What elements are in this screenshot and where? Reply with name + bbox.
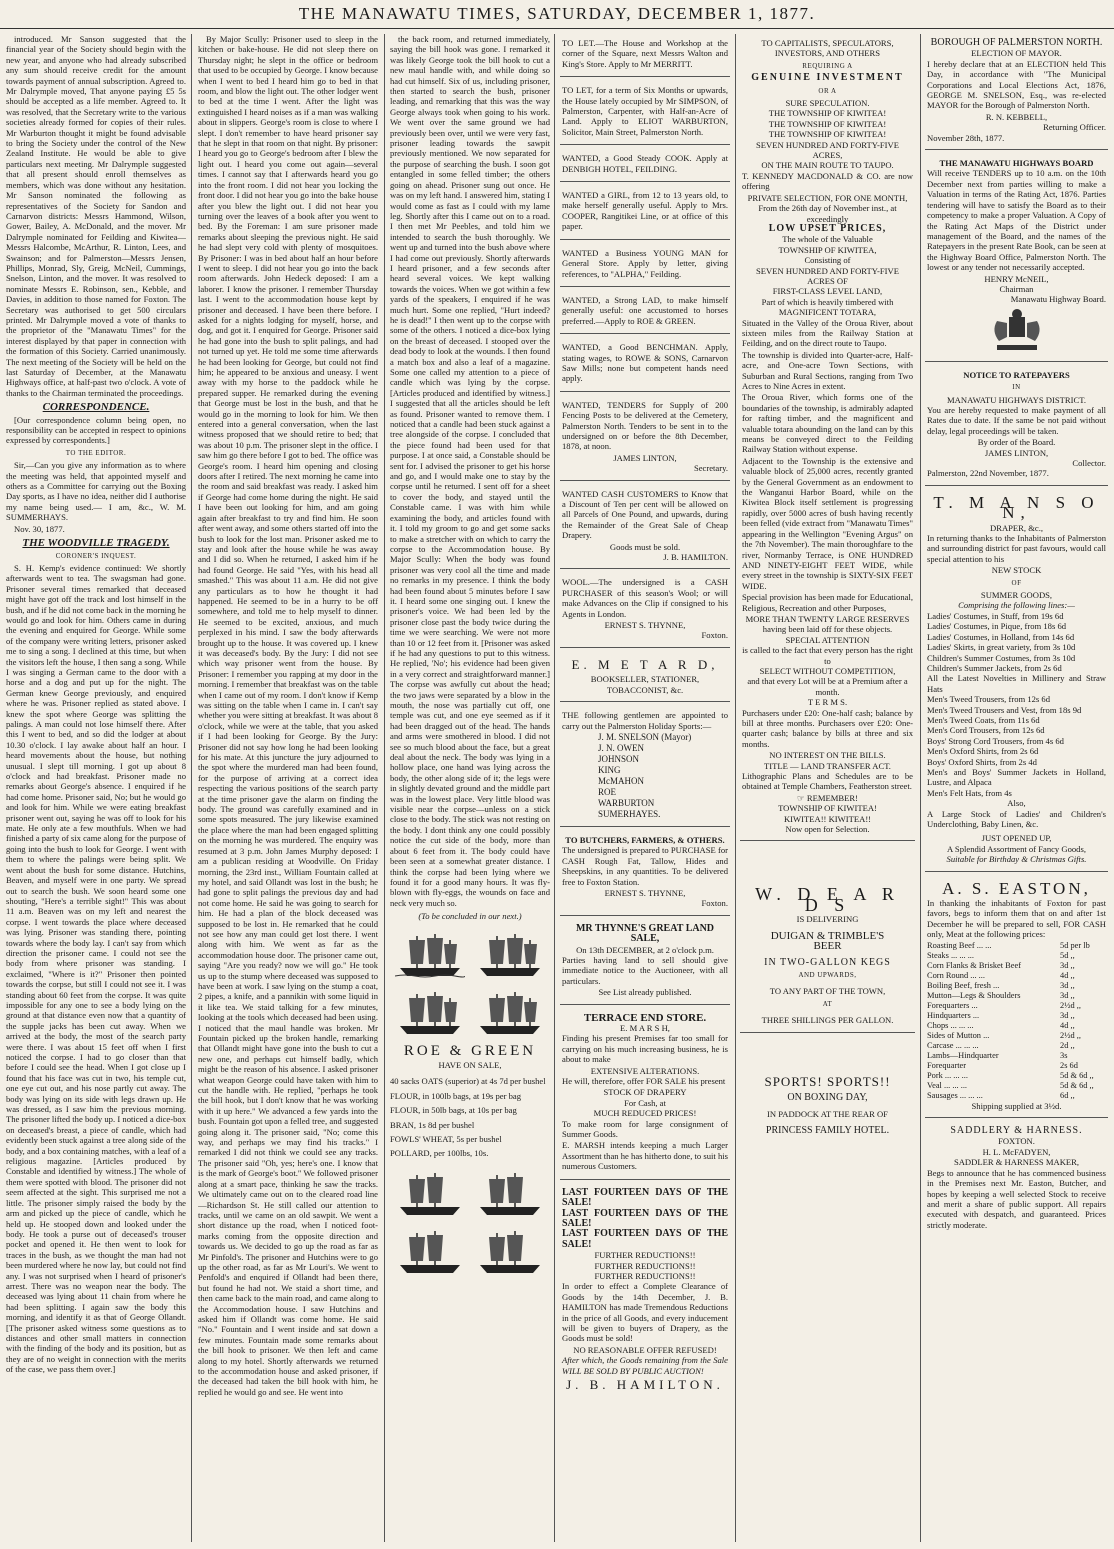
ad-kiwitea — [740, 34, 915, 841]
inquest-text: S. H. Kemp's evidence continued: We shortly afterwards went to tea. The swagsman had gone. Prisoner several times remarked that deceased might have got off the track and lost himself in the bush, and if he did not come back in the morning he would go and look for him. Others came in during the evening and enquired for George. While some of the company were writing letters, prisoner asked me to sing a song. I declined at this time, but when the visitors left the house, I then sang a song. While I was singing a German came to the door with a horse and a dog and put up for the night. The German knew George previously, and enquired where he was. Prisoner replied as stated above. I knew the spot where George was splitting the palings. A man could not lose himself there. After this I went to bed, and so did the lodger at about 10.30 o'clock. I lay awake about half an hour. I heard movements about the house, but nothing unusual. I slept till morning. I got up about 8 o'clock and had breakfast. Prisoner made no remarks about George's absence. I enquired if he had come home. Prisoner said, No; but he would go and look for him. While we were eating breakfast prisoner went out, saying he was off to look for his mate. He only ate a few mouthfuls. When we had finished a party of six came along for the purpose of going into the bush to look for George. I went with them to where the palings were being split. We went about the bush for some distance. Hutchins, Beaven, and myself were in one party. We spread out to search the bush. We soon heard some one shouting, "Here's a terrible sight!" This was about 11 a.m. Beaven was on my left and nearest the corpse. I went towards the place where deceased was lying. Prisoner was standing there, pointing towards where the body lay. I can't say from which direction the prisoner came. I could not see the body from where prisoner was standing. I exclaimed, "Where is it?" Prisoner then pointed towards the corpse, but still I could not see it. I was standing about 60 feet from the corpse. It was quite impossible for any one to see a body lying on the ground at that distance even now that a quantity of the supple jacks has been cut away. When we arrived at the body, the most of the search party were there. I was about 15 feet off when I first noticed the corpse. I had to go closer than that before I could see the head. When I got close up I found that his face was cut in two, his temple cut, one eye cut out, and his nose partly cut away. The body was lying on its side with legs drawn up. He was dressed, as I saw him the previous morning. The prisoner lifted the body up. I noticed a dice-box on deceased's breast, a piece of candle, which had evidently been stuck against a tree along side of the body, and a box containing matches, with a leaf of a religious magazine. [Articles produced by Constable and identified by witness.] The whole of them were spotted with blood. The prisoner did not seem affected at the sight. This surprised me not a little. The prisoner simply raised the body by the arm and picked up the piece of candle, which he held up. He stooped down and looked under the body. He took a purse out of deceased's trouser pocket and opened it. He then went to look for traces in the bush, as we thought the man had not been murdered where he now lay, but could not find any. I was not surprised when I heard of prisoner's arrest. There was no weapon near the body. The deceased was lying about 11 chain from where he had been splitting. I again saw the body this morning, and identify it as that of George Ollandt. [The prisoner asked witness some questions as to distances and other small matters in connection with the finding of the body and its position, but as they are of no weight in connection with the merits of the case, we pass them over.] — [6, 562, 186, 1375]
stock-line: Men's Felt Hats, from 4s — [927, 787, 1012, 798]
stock-line: Ladies' Costumes, in Pique, from 18s 6d — [927, 621, 1067, 632]
ship-icon — [475, 1227, 545, 1277]
ad-title: BOROUGH OF PALMERSTON NORTH. — [930, 37, 1103, 48]
column-rule — [191, 34, 192, 1542]
price-row — [927, 1001, 1106, 1011]
ad-subtitle: ELECTION OF MAYOR. — [971, 48, 1062, 59]
name-item: JOHNSON — [598, 753, 640, 764]
ad-text: is called to the fact that every person has the right to — [742, 645, 913, 666]
price-value: 5d per lb — [1060, 940, 1090, 950]
column-rule — [384, 34, 385, 1542]
column-3 — [390, 34, 550, 1542]
ad-text: JUST OPENED UP, — [981, 833, 1052, 844]
ad-text: WOOL.—The undersigned is a CASH PURCHASER of this season's Wool; or will make Advances on the Clip if consigned to his Agents in London. — [562, 577, 728, 619]
price-item: Chops ... ... ... — [927, 1020, 974, 1030]
roe-green-title: ROE & GREEN — [403, 1042, 537, 1059]
ad-text: The township is divided into Quarter-acre, Half-acre, and One-acre Town Sections, with Suburban and Rural Sections, ranging from Two Acres to Nine Acres in extent. — [742, 349, 913, 391]
ad-text: MUCH REDUCED PRICES! — [593, 1108, 697, 1119]
ad-title: SPORTS! SPORTS!! — [764, 1073, 891, 1089]
roe-green-subtitle: HAVE ON SALE, — [438, 1059, 502, 1070]
ad-title: TO BUTCHERS, FARMERS, & OTHERS. — [565, 834, 725, 845]
price-value: 2d ,, — [1060, 1040, 1075, 1050]
price-row — [927, 1011, 1106, 1021]
price-value: 3s — [1060, 1050, 1068, 1060]
ad-text: FIRST-CLASS LEVEL LAND, — [772, 286, 883, 297]
ad-text: THE following gentlemen are appointed to carry out the Palmerston Holiday Sports:— — [562, 710, 728, 731]
price-value: 5d & 6d ,, — [1060, 1070, 1094, 1080]
ad-title: SADDLERY & HARNESS. — [950, 1125, 1083, 1137]
ad-deards-beer — [740, 881, 915, 1032]
ad-text: NO INTEREST ON THE BILLS. — [769, 750, 886, 761]
names-list — [562, 732, 728, 820]
ad-text: After which, the Goods remaining from the Sale WILL BE SOLD BY PUBLIC AUCTION! — [562, 1355, 728, 1376]
stock-line: Men's and Boys' Summer Jackets in Holland, Lustre, and Alpaca — [927, 766, 1106, 788]
ad-text: THE TOWNSHIP OF KIWITEA! — [768, 129, 887, 140]
masthead: THE MANAWATU TIMES, SATURDAY, DECEMBER 1, 1877. — [0, 0, 1114, 29]
ad-text: You are hereby requested to make payment of all Rates due to date. If the same be not paid without delay, legal proceedings will be taken. — [927, 404, 1106, 436]
ad-text: SUMMER GOODS, — [980, 590, 1053, 601]
ad-wanted-cash-customers — [560, 485, 730, 570]
ad-title: LAST FOURTEEN DAYS OF THE SALE! — [562, 1186, 728, 1209]
ad-title: A. S. EASTON, — [942, 878, 1091, 898]
price-value: 3d ,, — [1060, 980, 1075, 990]
roe-green-item: FLOUR, in 100lb bags, at 19s per bag — [390, 1090, 522, 1101]
signature: ERNEST S. THYNNE, — [604, 887, 686, 898]
name-item: McMAHON — [598, 775, 644, 786]
price-value: 4d ,, — [1060, 1020, 1075, 1030]
ad-text: Adjacent to the Township is the extensive and valuable block of 25,000 acres, recently granted by the General Government as an endowment to the Wanganui Harbor Board, while on the Kiwitea Block itself settlement is progressing rapidly, over 5000 acres of bush having recently been felled (vide extract from "Manawatu Times" appearing in the Wellington "Evening Argus" on the 7th November). The main thoroughfare to the river, Normanby Terrace, is ONE HUNDRED AND NINETY-EIGHT FEET WIDE, while every street in the township is SIXTY-SIX FEET WIDE. — [742, 455, 913, 591]
signature: J. B. HAMILTON. — [663, 552, 728, 563]
ad-subtitle: E. M A R S H, — [620, 1023, 670, 1033]
ad-text: In returning thanks to the Inhabitants of Palmerston and surrounding district for past favours, would call special attention to his — [927, 533, 1106, 564]
ad-saddlery — [925, 1122, 1108, 1237]
ad-text: and that every Lot will be at a Premium after a month. — [747, 676, 908, 697]
ad-title: TERRACE END STORE. — [583, 1011, 707, 1024]
signature: H. L. McFADYEN, — [982, 1146, 1051, 1157]
signature-role: Returning Officer. — [1043, 122, 1106, 133]
ad-text: By order of the Board. — [977, 437, 1056, 448]
ad-text: THREE SHILLINGS PER GALLON. — [761, 1015, 894, 1026]
ad-text: WANTED a Business YOUNG MAN for General Store. Apply by letter, giving references, to "ALPHA," Feilding. — [562, 247, 728, 279]
ad-text: OR A — [818, 86, 837, 95]
letter: Sir,—Can you give any information as to where the meeting was held, that appointed myself and others as a Committee for carrying out the Boxing Day sports, as I have no idea, neither did I authorise my name being used.— I am, &c., W. M. SUMMERHAYS. — [6, 460, 186, 523]
ad-title: MR THYNNE'S GREAT LAND SALE, — [575, 922, 715, 945]
stock-line: A Large Stock of Ladies' and Children's Underclothing, Baby Linen, &c. — [927, 808, 1106, 829]
signature-role: Chairman — [999, 283, 1034, 294]
ad-easton-butcher — [925, 876, 1108, 1118]
ad-text: NEW STOCK — [991, 565, 1042, 576]
price-value: 6d ,, — [1060, 1090, 1075, 1100]
price-row — [927, 951, 1106, 961]
price-item: Boiling Beef, fresh ... — [927, 980, 1000, 990]
price-row — [927, 1051, 1106, 1061]
ad-subtitle: FOXTON. — [998, 1136, 1035, 1147]
roe-green-item: POLLARD, per 100lbs, 10s. — [390, 1148, 489, 1159]
signature: HENRY McNEIL, — [984, 273, 1049, 284]
ad-notice-ratepayers — [925, 366, 1108, 486]
ad-text: LOW UPSET PRICES, — [768, 222, 887, 234]
ad-text: FURTHER REDUCTIONS!! — [594, 1260, 696, 1271]
signature: J. B. HAMILTON. — [566, 1377, 724, 1392]
signature-role: Collector. — [1072, 458, 1106, 468]
price-row — [927, 1021, 1106, 1031]
column-rule — [920, 34, 921, 1542]
stock-line: Men's Cord Trousers, from 12s 6d — [927, 725, 1045, 736]
ad-text: Purchasers under £20: One-half cash; balance by bill at three months. Purchasers over £20: One-quarter cash; balance by bills at three and six months. — [742, 707, 913, 749]
ad-text: WANTED a GIRL, from 12 to 13 years old, to make herself generally useful. Apply to Mrs. COOPER, Rangitikei Line, or at office of this paper. — [562, 190, 728, 232]
ad-text: FURTHER REDUCTIONS!! — [594, 1250, 696, 1261]
ad-text: TOWNSHIP OF KIWITEA! — [778, 803, 877, 814]
price-value: 5d & 6d ,, — [1060, 1080, 1094, 1090]
ad-text: Finding his present Premises far too small for carrying on his much increasing business, he is about to make — [562, 1033, 728, 1065]
signature: JAMES LINTON, — [613, 452, 677, 463]
price-row — [927, 1091, 1106, 1101]
ad-text: SEVEN HUNDRED AND FORTY-FIVE ACRES OF — [756, 265, 899, 286]
stock-line: Ladies' Skirts, in great variety, from 3s 10d — [927, 642, 1076, 653]
column-rule — [735, 34, 736, 1542]
price-item: Roasting Beef ... ... — [927, 940, 992, 950]
stock-line: Boys' Strong Cord Trousers, from 4s 6d — [927, 735, 1064, 746]
letter-date: Nov. 30, 1877. — [14, 523, 65, 534]
ad-title: T. M A N S O N, — [933, 492, 1100, 523]
ad-title: LAST FOURTEEN DAYS OF THE SALE! — [562, 1207, 728, 1229]
price-row — [927, 991, 1106, 1001]
ad-highways-tenders — [925, 154, 1108, 362]
stock-line: Children's Summer Jackets, from 2s 6d — [927, 662, 1062, 673]
ad-text: In thanking the inhabitants of Foxton for past favors, begs to inform them that on and after 1st December he will be prepared to sell, FOR CASH only, Meat at the following prices: — [927, 898, 1106, 940]
price-value: 2s 6d — [1060, 1060, 1078, 1070]
ad-wanted-cook — [560, 149, 730, 182]
price-value: 3d ,, — [1060, 960, 1075, 970]
price-list — [927, 941, 1106, 1101]
stock-line: Ladies' Costumes, in Holland, from 14s 6d — [927, 631, 1075, 642]
ad-text: TO ANY PART OF THE TOWN, — [769, 986, 886, 997]
ad-text: I hereby declare that at an ELECTION held This Day, in accordance with "The Municipal Corporations and Local Elections Act, 1876, GEORGE M. SNELSON, Esq., was re-elected MAYOR for the Borough of Palmerston North. — [927, 58, 1106, 111]
ad-text: WANTED, a Good Steady COOK. Apply at DENBIGH HOTEL, FEILDING. — [562, 153, 728, 174]
ship-icon — [395, 930, 465, 980]
ad-text: The Oroua River, which forms one of the boundaries of the township, is admirably adapted for rafting timber, and the magnificent and valuable totara abounding on the land can by this means be conveyed direct to the Feilding Railway Station without expense. — [742, 392, 913, 455]
ad-text: Shipping supplied at 3½d. — [971, 1100, 1062, 1111]
ad-text: MORE THAN TWENTY LARGE RESERVES — [745, 613, 910, 624]
stock-line: Ladies' Costumes, in Stuff, from 19s 6d — [927, 610, 1064, 621]
ad-title: GENUINE INVESTMENT — [751, 72, 904, 84]
pointing-hand-icon: ☞ — [797, 792, 807, 803]
ad-text: Parties having land to sell should give immediate notice to the Auctioneer, with all particulars. — [562, 954, 728, 986]
name-item: WARBURTON — [598, 797, 655, 808]
ad-text: PRINCESS FAMILY HOTEL. — [765, 1124, 890, 1136]
ad-text: SEVEN HUNDRED AND FORTY-FIVE ACRES, — [756, 139, 899, 161]
ad-text: FURTHER REDUCTIONS!! — [594, 1270, 696, 1281]
ad-title: SURE SPECULATION. — [785, 98, 870, 109]
ad-text: TO LET.—The House and Workshop at the corner of the Square, next Messrs Walton and King's Store. Apply to Mr MERRITT. — [562, 38, 728, 69]
ad-text: DUIGAN & TRIMBLE'S — [770, 929, 885, 942]
price-value: 3d ,, — [1060, 1010, 1075, 1020]
price-row — [927, 981, 1106, 991]
price-item: Pork ... ... ... — [927, 1070, 968, 1080]
ad-sports-committee — [560, 706, 730, 827]
ad-text: Suitable for Birthday & Christmas Gifts. — [946, 854, 1087, 865]
royal-coat-of-arms-icon — [987, 307, 1047, 353]
meeting-report: introduced. Mr Sanson suggested that the financial year of the Society should begin with the new year, and anyone who had already subscribed any sum should receive credit for the amount towards payment of annual subscription. Agreed to. Mr Dalrymple moved, That anyone paying £5 5s should be accepted as a life member. Agreed to. It was resolved, that the Secretary write to the various societies already formed for copies of their rules. Mr Warburton thought it might be found advisable to bring the Society under the control of the New Zealand Institute. He would be able to give particulars next meeting. Mr Dalrymple suggested that all present should enroll themselves as members, which was done without any hesitation. Mr Sanson nominated the following as representatives of the Society for Sandon and Carnarvon districts: Messrs Hammond, Wilson, Gower, Bailey, A. McDonald, and the mover. Mr Dalrymple nominated for Feilding and Kiwitea—Messrs Halcombe, McArthur, R. Linton, Lees, and Swainson; and for Palmerston—Messrs Jensen, Phillips, Monrad, Sly, Greig, McNeil, Cummings, Snelson, Linton, and the mover. It was resolved to nominate Messrs E. Robinson, sen., Kebble, and Davies, in addition to those named for Foxton. The Secretary was authorised to get 500 circulars printed. Mr Dalrymple moved a vote of thanks to the proprietor of the "Manawatu Times" for the interest displayed by that paper in connection with the formation of this Society. Carried unanimously. The next meeting of the Society will be held on the last Saturday of December, at the Manawatu Highways office, at half-past two o'clock. A vote of thanks to the Chairman terminated the proceedings. — [6, 34, 186, 398]
ad-text: KIWITEA!! KIWITEA!! — [783, 813, 872, 824]
ad-text: MAGNIFICENT TOTARA, — [778, 307, 877, 318]
name-item: KING — [598, 764, 621, 775]
ad-text: T E R M S. — [807, 697, 848, 708]
signature: JAMES LINTON, — [984, 447, 1049, 458]
ship-icon — [475, 1169, 545, 1219]
column-6 — [925, 34, 1108, 1542]
ad-date: Palmerston, 22nd November, 1877. — [927, 468, 1049, 479]
column-1 — [6, 34, 186, 1542]
ship-icon — [395, 988, 465, 1038]
price-item: Carcase ... ... ... — [927, 1040, 979, 1050]
price-item: Lambs—Hindquarter — [927, 1050, 999, 1060]
price-row — [927, 1081, 1106, 1091]
column-2 — [198, 34, 378, 1542]
price-row — [927, 1071, 1106, 1081]
ad-text: ON THE MAIN ROUTE TO TAUPO. — [761, 160, 894, 171]
stock-line: Men's Oxford Shirts, from 2s 6d — [927, 746, 1039, 757]
price-item: Mutton—Legs & Shoulders — [927, 990, 1021, 1000]
price-item: Forequarters ... — [927, 1000, 978, 1010]
price-row — [927, 971, 1106, 981]
ad-text: Situated in the Valley of the Oroua River, about sixteen miles from the Railway Station at Feilding, and on the direct route to Taupo. — [742, 317, 913, 349]
ad-text: See List already published. — [598, 987, 692, 998]
signature-place: Foxton. — [701, 898, 728, 909]
stock-line: Also, — [1007, 798, 1026, 809]
ad-boxing-day-sports — [740, 1073, 915, 1143]
price-item: Forequarter — [927, 1060, 967, 1070]
price-item: Veal ... ... ... — [927, 1080, 968, 1090]
ad-text: E. MARSH intends keeping a much Larger Assortment than he has hitherto done, to suit his numerous Customers. — [562, 1140, 728, 1172]
ad-wanted-lad — [560, 291, 730, 334]
ad-subtitle: SADDLER & HARNESS MAKER, — [953, 1157, 1080, 1168]
price-row — [927, 1031, 1106, 1041]
signature: ERNEST S. THYNNE, — [604, 620, 686, 631]
ad-text: NO REASONABLE OFFER REFUSED! — [573, 1344, 717, 1355]
ad-metard — [560, 652, 730, 702]
ad-text: Now open for Selection. — [785, 824, 870, 835]
price-row — [927, 941, 1106, 951]
roe-green-item: FOWLS' WHEAT, 5s per bushel — [390, 1133, 502, 1144]
ad-text: REMEMBER! — [806, 792, 858, 803]
ad-date: November 28th, 1877. — [927, 132, 1005, 143]
ad-text: He will, therefore, offer FOR SALE his present — [562, 1076, 726, 1087]
ad-subtitle: BOOKSELLER, STATIONER, TOBACCONIST, &c. — [590, 674, 700, 695]
ad-manson-draper — [925, 490, 1108, 872]
ship-icon — [475, 988, 545, 1038]
ship-icon — [395, 1227, 465, 1277]
ad-text: AND UPWARDS, — [798, 970, 857, 979]
tragedy-heading: THE WOODVILLE TRAGEDY. — [22, 537, 170, 550]
price-value: 5d ,, — [1060, 950, 1075, 960]
ad-text: Begs to announce that he has commenced business in the Premises next Mr. Easton, Butcher, and hopes by keeping a well selected Stock to receive and merit a share of public support. All repairs executed with despatch, and guaranteed. Prices strictly moderate. — [927, 1167, 1106, 1230]
name-item: J. M. SNELSON (Mayor) — [598, 731, 692, 742]
ad-text: IN TWO-GALLON KEGS — [764, 956, 891, 968]
signature-place: Foxton. — [701, 630, 728, 641]
name-item: SUMERHAYES. — [598, 808, 661, 819]
ad-title: E. M E T A R D, — [571, 656, 719, 672]
price-item: Sausages ... ... ... — [927, 1090, 983, 1100]
ad-text: AT — [822, 999, 833, 1008]
stock-line: All the Latest Novelties in Millinery and Straw Hats — [927, 673, 1106, 694]
ad-wool — [560, 573, 730, 647]
ad-text: ON BOXING DAY, — [787, 1091, 868, 1103]
ad-text: To make room for large consignment of Summer Goods. — [562, 1118, 728, 1140]
ad-wanted-young-man — [560, 244, 730, 287]
ad-wanted-girl — [560, 186, 730, 240]
ad-text: IS DELIVERING — [796, 914, 859, 925]
remember-line — [742, 793, 913, 803]
ad-subtitle: MANAWATU HIGHWAYS DISTRICT. — [947, 394, 1086, 405]
price-value: 3d ,, — [1060, 990, 1075, 1000]
roe-green-item: BRAN, 1s 8d per bushel — [390, 1119, 475, 1130]
to-be-concluded: (To be concluded in our next.) — [418, 911, 522, 922]
to-editor: TO THE EDITOR. — [65, 448, 127, 457]
price-row — [927, 1041, 1106, 1051]
ad-text: WANTED CASH CUSTOMERS to Know that a Discount of Ten per cent will be allowed on all Parcels of One Pound, and upwards, during the Remainder of the Great Sale of Cheap Drapery. — [562, 488, 728, 541]
ad-text: TITLE — LAND TRANSFER ACT. — [764, 760, 891, 771]
correspondence-heading: CORRESPONDENCE. — [42, 401, 150, 414]
ad-text: having been laid off for these objects. — [762, 624, 893, 635]
ship-illustrations — [390, 930, 550, 1038]
ad-text: BEER — [813, 940, 842, 953]
stock-line: Men's Tweed Trousers, from 12s 6d — [927, 694, 1051, 705]
ad-text: THE TOWNSHIP OF KIWITEA! — [768, 118, 887, 129]
roe-green-item: 40 sacks OATS (superior) at 4s 7d per bushel — [390, 1076, 546, 1087]
ad-text: Special provision has been made for Educational, Religious, Recreation and other Purposes, — [742, 592, 913, 613]
stock-line: Men's Tweed Trousers and Vest, from 18s 9d — [927, 704, 1082, 715]
ad-text: WANTED, a Strong LAD, to make himself generally useful: one accustomed to horses preferred.—Apply to ROE & GREEN. — [562, 294, 728, 326]
name-item: ROE — [598, 786, 616, 797]
ad-to-let-2 — [560, 81, 730, 145]
stock-line: Boys' Oxford Shirts, from 2s 4d — [927, 756, 1037, 767]
column-5 — [740, 34, 915, 1542]
stock-line: Children's Summer Costumes, from 3s 10d — [927, 652, 1076, 663]
ad-text: The undersigned is prepared to PURCHASE for CASH Rough Fat, Tallow, Hides and Sheepskins, in any quantities. To be delivered free to Foxton Station. — [562, 845, 728, 887]
ad-text: From the 26th day of November inst., at exceedingly — [758, 203, 897, 224]
ad-text: TO LET, for a term of Six Months or upwards, the House lately occupied by Mr SIMPSON, of Palmerston, Carpenter, with Half-an-Acre of Land. Apply to ELIOT WARBURTON, Solicitor, Main Street, Palmerston North. — [562, 85, 728, 137]
ad-text: T. KENNEDY MACDONALD & CO. are now offering — [742, 170, 913, 192]
ad-text: Will receive TENDERS up to 10 a.m. on the 10th December next from parties willing to make a Valuation in terms of the Rating Act, 1876. Parties tendering will have to satisfy the Board as to their competency to make a proper Valuation. A Copy of the Rating Act Maps of the District under management of the Board, and the names of the Ratepayers in the present Rate Book, can be seen at the Highway Board Office, Palmerston North. The lowest or any tender not necessarily accepted. — [927, 168, 1106, 273]
ad-wanted-tenders — [560, 396, 730, 481]
ad-text: OF — [1011, 578, 1022, 587]
ad-text: Lithographic Plans and Schedules are to be obtained at Temple Chambers, Featherston street. — [742, 771, 913, 792]
ad-wanted-benchman — [560, 338, 730, 392]
name-item: J. N. OWEN — [598, 742, 644, 753]
ad-text: IN PADDOCK AT THE REAR OF — [767, 1109, 888, 1120]
ad-text: SELECT WITHOUT COMPETITION, — [759, 665, 896, 676]
price-item: Steaks ... ... ... — [927, 950, 974, 960]
ad-title: THE MANAWATU HIGHWAYS BOARD — [939, 158, 1094, 169]
ad-date: On 13th DECEMBER, at 2 o'clock p.m. — [576, 944, 714, 955]
column-rule — [554, 34, 555, 1542]
ad-text: Consisting of — [804, 255, 851, 266]
price-item: Hindquarters ... — [927, 1010, 980, 1020]
ad-hamilton-sale — [560, 1184, 730, 1401]
ad-text: TO CAPITALISTS, SPECULATORS, INVESTORS, AND OTHERS — [761, 38, 894, 59]
ad-text: For Cash, at — [624, 1097, 666, 1108]
ad-text: STOCK OF DRAPERY — [603, 1087, 687, 1098]
ad-text: SPECIAL ATTENTION — [785, 634, 870, 645]
ad-title: LAST FOURTEEN DAYS OF THE SALE! — [562, 1228, 728, 1250]
ad-text: Comprising the following lines:— — [958, 600, 1075, 611]
signature-role: Manawatu Highway Board. — [1010, 294, 1106, 305]
price-item: Sides of Mutton ... — [927, 1030, 990, 1040]
inquest-subheading: CORONER'S INQUEST. — [55, 551, 137, 560]
price-item: Corn Flanks & Brisket Beef — [927, 960, 1021, 970]
ad-text: REQUIRING A — [802, 61, 853, 70]
ad-title: W. D E A R D S — [755, 884, 900, 915]
ship-icon — [395, 1169, 465, 1219]
ship-icon — [475, 930, 545, 980]
inquest-continued: By Major Scully: Prisoner used to sleep in the kitchen or bake-house. He did not sleep there on Thursday night; he slept in the office or bedroom that used to be occupied by George. I know because when I went to bed I heard him go to bed in that room, and blow the light out. The other lodger went to bed at the time I went. After the light was extinguished I heard noises as if a man was walking about in slippers. George's room is close to where I slept. I don't remember to have heard prisoner say that he slept in that room on that night. By prisoner: I heard you go to George's bedroom after I blew the light out. I heard you come out again—several times. I cannot say that I afterwards heard you go into the front room. I did not hear you locking the front door. I did not hear you go into the bake house after you blew the light out. I did not hear you turning over the leaves of a book after you went to bed. By the Foreman: I am sure prisoner made remarks about sleeping the previous night. He said he had slept very cold with plenty of mosquitoes. By Prisoner: I was in bed about half an hour before I went to sleep. I did not hear you go into the back room afterwards. John Hedeck deposed: I am a laborer. I know the prisoner. I remember Thursday last. I went to the accommodation house kept by prisoner and deceased. I have been there before. I asked for a nights lodging for myself, horse, and dog, and got it. I enquired for George. Prisoner said he had gone into the bush to split palings, and had not turned up yet. He told me some time afterwards he had been looking for George, but could not find him; he appeared to be anxious and uneasy. I went away with my horse to the paddock while he prepared supper. He remarked during the evening that George must be lost in the bush, and that he would go in the morning to look for him. We then entered into a general conversation, when the last witness proposed that we should retire to bed; that was about 10 p.m. The prisoner slept in the office. I saw him go there before I got to bed. The office was George's room. I heard him opening and closing doors after I retired. The next morning he came into the room and said breakfast was ready. I asked him if George had come home during the night. He said I have been out looking for him, and am going again after breakfast to try and find him. He soon after went away, and some others started off into the bush to look for the lost man. Prisoner asked me to stay and look after the house while he was away and I did so. When he returned, I asked him if he had found George. He said "Yes, with his head all smashed." This was about 11 a.m. He did not give any particulars as to how he thought it had happened. He seemed to be in a hurry to be off somewhere, and told me to help myself to dinner. He seemed to be excited, anxious, and much perplexed in his mind. I saw the body afterwards brought up to the house. It was covered up. I knew it was deceased's body. By the Jury: I did not see which way prisoner went from the house. By Prisoner: I remember you rapping at my door in the morning. I remember that breakfast was on the table when I came out of my room. I don't know if Kemp was sitting on the table when I came in. I can't say whether you were sitting at breakfast. It was about 8 o'clock, while we were at the table, that you asked if I had been looking for George. By the Jury: Prisoner did not say how long he had been looking for his mate. At this juncture the jury adjourned to the spot where the murdered man had been found, for the purpose of arriving at a correct idea respecting the various positions of the search party at the time prisoner gave the alarm on finding the body. The ground was carefully examined and in some spots measured. The jury likewise examined the place where the man had been engaged splitting on the morning he was murdered. The enquiry was resumed at 3 p.m. John James Murphy deposed: I am a publican residing at Woodville. On Friday morning, the 23rd inst., William Fountain called at my hotel, and said Ollandt was lost in the bush; he had gone to split palings the previous day and had not come home. He said he was going to search for him. He had a plan of the block deceased was supposed to be lost in. He remarked that he could not see how any man could get lost there. I went along with him. We went as far as the accommodation house door. The prisoner came out, saying "Are you ready? now we will go." He took us up to the stump where deceased was supposed to have been at work. I saw lying on the stump a coat, 2 pipes, a knife, and a pannikin with some liquid in it like tea. We staid talking for a few minutes, looking at the tools which deceased had been using. I noticed that the maul handle was broken. Mr Fountain picked up the broken handle, remarking that Ollandt might have gone into the bush to cut a new one, and perhaps cut himself badly, which might be the reason of his absence. I asked prisoner what weapon George could have taken with him to cut the handle with. He replied, "perhaps he took the bill hook, but I don't know that he was working with it up here." We advanced a few yards into the bush. Fountain got upon a felled tree, and suggested going along it. The prisoner said, "No; come this way, and perhaps we may find his tracks." I remarked I did not think we could see any tracks. The prisoner said "Oh, yes; here's one. I know that is the mark of George's boot." We followed prisoner along at a smart pace, thinking he saw the tracks. We ultimately came out on to the cleared road line—Richardson St. He still called our attention to tracks, until we came on an old sawpit. We went a short distance up the road, when I noticed foot-marks coming from the opposite direction and towards us. We decided to go up the road as far as Mr Pinfold's. The prisoner and Hutchins were to go up the other road, as far as Mr Louri's. We went to Penfold's and enquired if Ollandt had been there, but found he had not. We staid a short time, and then came back to the main road, and came along to the Accommodation house. I saw Hutchins and asked him if Ollandt was come home. He said "No." Fountain and I went inside and sat down a few minutes. Fountain made some remarks about the bill hook to prisoner. We then left and came along to my hotel. Shortly afterwards we returned to the accommodation house and asked prisoner, if the deceased had taken the bill hook with him, he replied he would go and see. He went into — [198, 34, 378, 1397]
ad-text: THE TOWNSHIP OF KIWITEA! — [768, 108, 887, 119]
ship-illustrations — [390, 1169, 550, 1277]
ad-text: The whole of the Valuable — [782, 234, 873, 245]
ad-to-let-1 — [560, 34, 730, 77]
inquest-continued: the back room, and returned immediately, saying the bill hook was gone. I remarked it was likely George took the bill hook to cut a new maul handle with, and while doing so had cut himself. Six of us, including prisoner, then started to search the bush, prisoner leading, and remarking that this was the way George always took when going to his work. We went over the same ground we had previously been over, until we were very fast, prisoner leading towards the sawpit previously mentioned. We now separated for the purpose of searching the bush. I soon got entangled in some felled timber; the others going on ahead. Prisoner sung out once. He was on my left hand. I answered him, stating I would come as fast as I could with my lame leg. Shortly after this I came out on to a road. I then met Mr Peebles, and told him we intended to search the bush thoroughly. We went up and turned into the bush above where I had come out previously. Shortly afterwards I heard prisoner, and a few seconds after heard several voices. We kept walking towards the voices. When we got within a few yards of the speakers, I enquired if he was much hurt. Some one replied, "Hurt indeed? he is dead!" I then went up to the corpse with some of the others. I noticed a dice-box lying on the breast of deceased. I stooped over the dead body to look at the wounds. I then found a match box and also a leaf of a magazine. Some one called my attention to a piece of candle which was lying by the corpse. [Articles produced and identified by witness.] I suggested that all the articles should be left as found. Prisoner wanted to remove them. I noticed that a candle had been stuck against a tree alongside of the corpse. I concluded that the piece found had been used for that purpose. I at once said, a Constable should be sent for. I advised the prisoner to get his horse and go, and I would make one to stay by the corpse until he returned. I sent off for a sheet to cover the body, and stayed until the Constable came. I was with him while examining the body, and articles found with it. I told my groom to go and get some sacks to make a stretcher with on which to carry the corpse to the Accommodation house. By Major Scully: When the body was found prisoner was very cool all the time and made no remarks in my presence. I think the body had been found about 5 minutes before I saw it. I heard some one singing out. I knew the prisoner's voice. We had been led by the prisoner close past the body twice during the time we were searching. We were not more than 10 or 12 feet from it. [Prisoner was asked if he had any questions to put to this witness. He replied, 'No'; his evidence had been given in a very correct and straightforward manner.] The corpse was awfully cut about the head; the two jaws were separated by a blow in the mouth, the nose was partially cut off, one temple was cut, and one eye seemed as if it had been dragged out of the head. The hands and arms were smothered in blood. I did not see so much blood about the face, but a great deal about the neck. The body was lying in a hollow place, one hand was lying across the body, the other along side of it; the legs were in slightly devated ground and the middle part was in the lowest place. Very little blood was visible near the corpse—unless on a stick close to the body. The stick was not resting on the body. I dont think any one could possibly notice the cut side of the body, more than about 6 feet from it. The body could have been seen at a somewhat greater distance. I think the corpse had been lying where we found it for a good many hours. It was fly-blown with fly-eggs, the wounds on face and neck very much so. — [390, 34, 550, 908]
price-value: 2½d ,, — [1060, 1000, 1081, 1010]
price-value: 4d ,, — [1060, 970, 1075, 980]
ad-butchers — [560, 831, 730, 916]
ad-text: WANTED, TENDERS for Supply of 200 Fencing Posts to be delivered at the Cemetery, Palmerston North. Tenders to be sent in to the undersigned on or before the 8th December, 1878, at noon. — [562, 399, 728, 452]
ad-terrace-end-store — [560, 1009, 730, 1180]
price-item: Corn Round ... ... — [927, 970, 985, 980]
ad-text: Goods must be sold. — [609, 541, 681, 552]
ad-borough-election — [925, 34, 1108, 150]
ad-text: A Splendid Assortment of Fancy Goods, — [947, 843, 1086, 854]
ad-title: NOTICE TO RATEPAYERS — [963, 369, 1070, 380]
ad-subtitle: DRAPER, &c., — [990, 522, 1043, 533]
correspondence-note: [Our correspondence column being open, no responsibility can be accepted in respect to opinions expressed by correspondents.] — [6, 414, 186, 446]
price-row — [927, 961, 1106, 971]
column-4 — [560, 34, 730, 1542]
ad-text: WANTED, a Good BENCHMAN. Apply, stating wages, to ROWE & SONS, Carnarvon Saw Mills; none but competent hands need apply. — [562, 342, 728, 384]
ad-text: EXTENSIVE ALTERATIONS. — [590, 1065, 700, 1076]
ad-text: TOWNSHIP OF KIWITEA, — [778, 244, 877, 255]
ad-text: Part of which is heavily timbered with — [761, 296, 894, 307]
ad-text: In order to effect a Complete Clearance of Goods by the 14th December, J. B. HAMILTON has made Tremendous Reductions in the price of all Goods, and every inducement will be given to buyers of Drapery, as the Goods must be sold! — [562, 1281, 728, 1344]
ad-text: IN — [1012, 383, 1021, 392]
stock-line: Men's Tweed Coats, from 11s 6d — [927, 714, 1040, 725]
price-row — [927, 1061, 1106, 1071]
ad-text: PRIVATE SELECTION, FOR ONE MONTH, — [747, 192, 908, 203]
roe-green-item: FLOUR, in 50lb bags, at 10s per bag — [390, 1105, 517, 1116]
price-value: 2½d ,, — [1060, 1030, 1081, 1040]
signature-role: Secretary. — [693, 463, 728, 474]
signature: R. N. KEBBELL, — [985, 111, 1048, 122]
ad-land-sale — [560, 920, 730, 1005]
